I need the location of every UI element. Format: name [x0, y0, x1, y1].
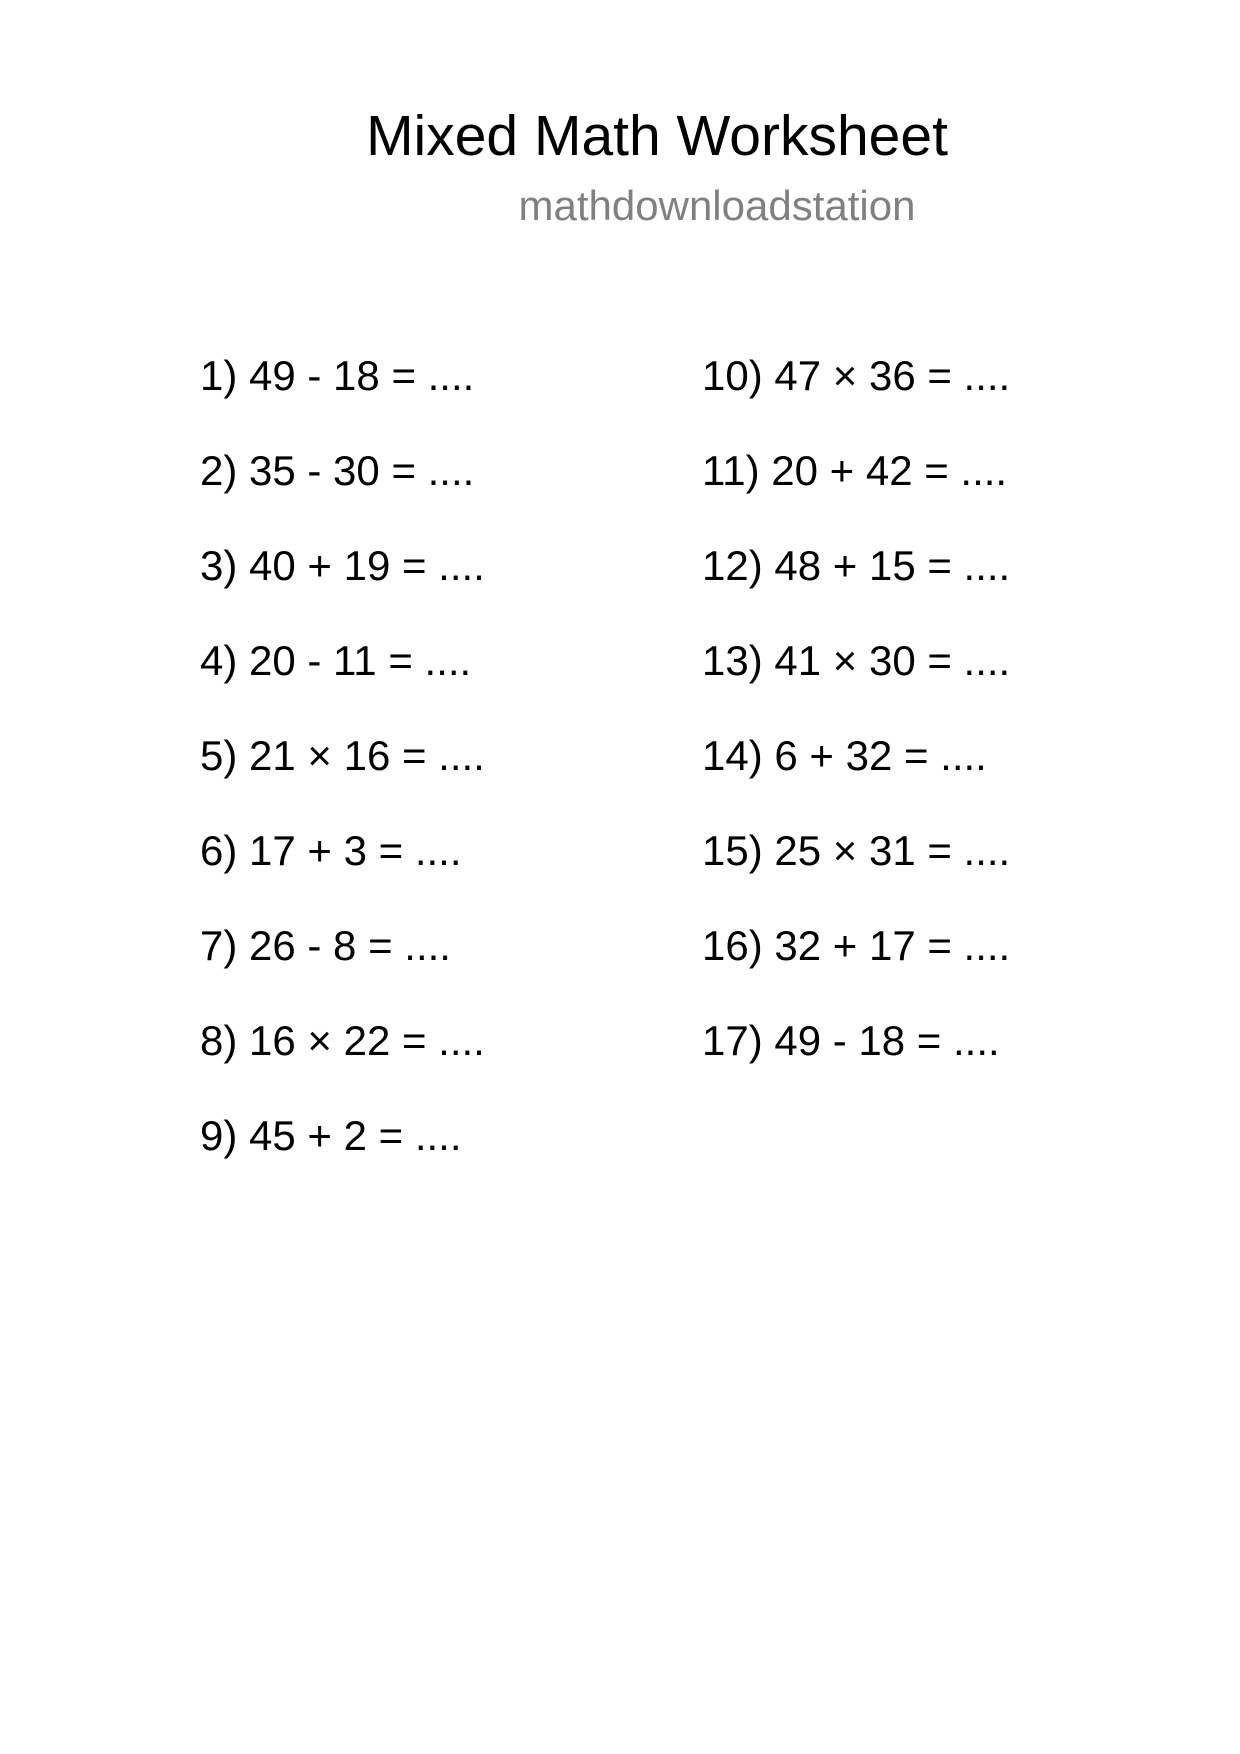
problem-item: 7) 26 - 8 = .... — [200, 922, 451, 969]
problem-column-right — [702, 352, 1010, 1112]
problem-item: 16) 32 + 17 = .... — [702, 922, 1011, 969]
problem-item: 14) 6 + 32 = .... — [702, 732, 987, 779]
page-title — [0, 98, 1240, 174]
problem-column-left — [200, 352, 485, 1207]
problem-item: 1) 49 - 18 = .... — [200, 352, 475, 399]
problem-item: 4) 20 - 11 = .... — [200, 637, 472, 684]
problem-item: 13) 41 × 30 = .... — [702, 637, 1011, 684]
problem-item: 17) 49 - 18 = .... — [702, 1017, 1000, 1064]
problem-item: 9) 45 + 2 = .... — [200, 1112, 462, 1159]
problem-item: 5) 21 × 16 = .... — [200, 732, 485, 779]
title-text: Mixed Math Worksheet — [366, 104, 948, 168]
problem-item: 3) 40 + 19 = .... — [200, 542, 485, 589]
problem-item: 6) 17 + 3 = .... — [200, 827, 462, 874]
problem-item: 10) 47 × 36 = .... — [702, 352, 1011, 399]
problem-item: 11) 20 + 42 = .... — [702, 447, 1008, 494]
problem-item: 8) 16 × 22 = .... — [200, 1017, 485, 1064]
problem-item: 12) 48 + 15 = .... — [702, 542, 1011, 589]
problem-item: 15) 25 × 31 = .... — [702, 827, 1011, 874]
subtitle-text: mathdownloadstation — [518, 182, 916, 229]
page-subtitle — [0, 182, 1240, 230]
problem-item: 2) 35 - 30 = .... — [200, 447, 475, 494]
